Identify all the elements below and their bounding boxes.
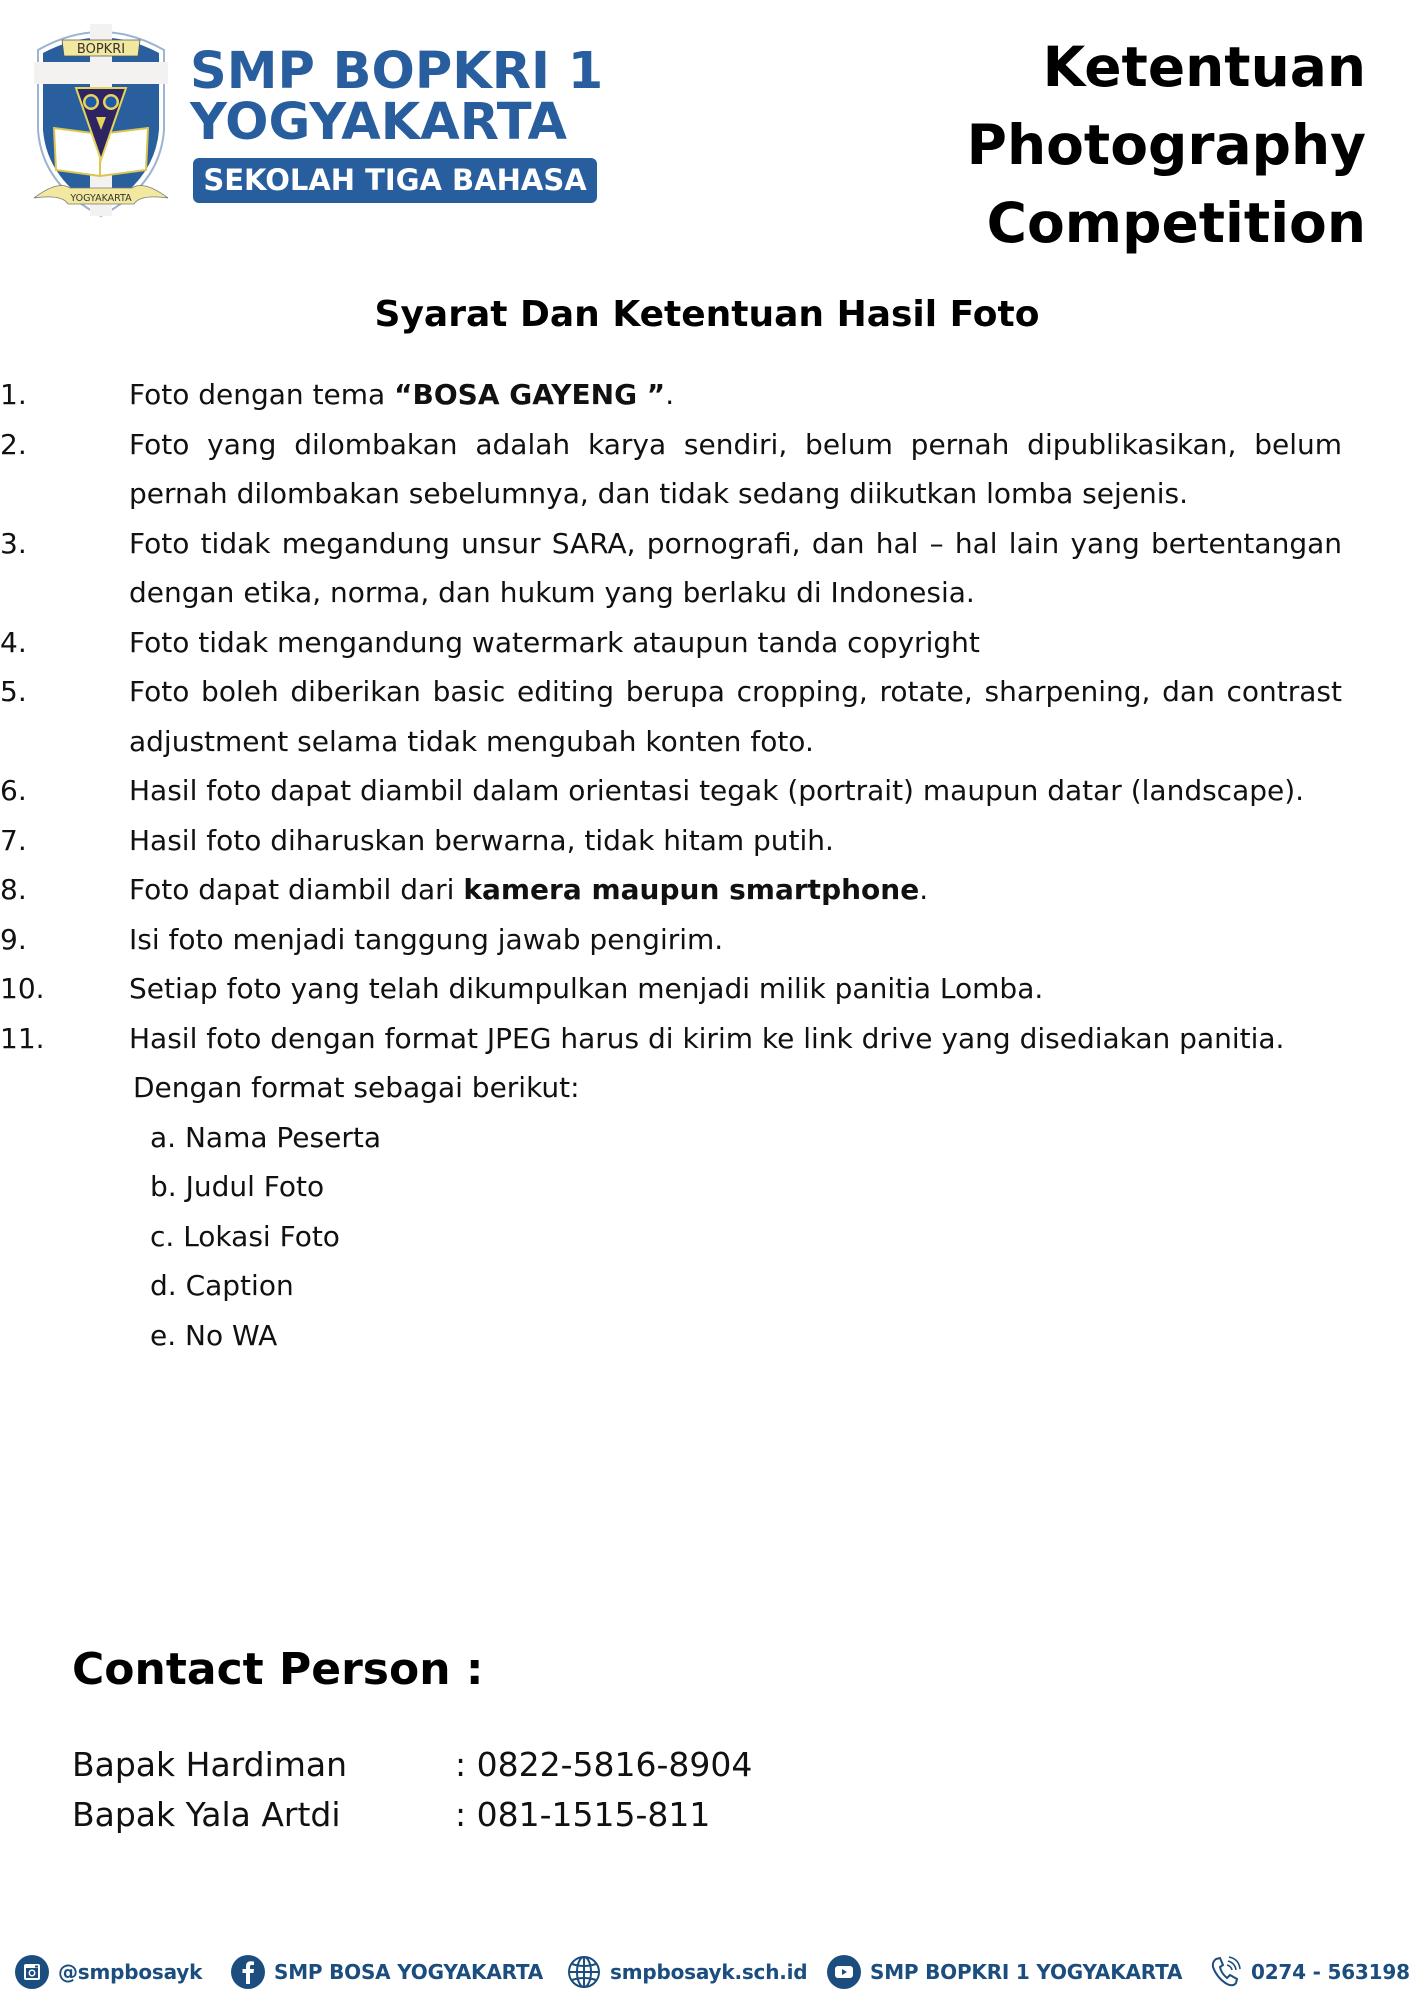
rule-number: 6.: [0, 774, 27, 807]
facebook-icon: [231, 1955, 265, 1989]
rule-number: 7.: [0, 823, 27, 857]
rule-number: 4.: [0, 625, 27, 659]
rule-text: Hasil foto dapat diambil dalam orientasi tegak (portrait) maupun datar (landscape).: [129, 774, 1305, 807]
rule-text: Setiap foto yang telah dikumpulkan menjadi milik panitia Lomba.: [129, 972, 1044, 1005]
rule-text-end: .: [665, 378, 675, 411]
rule-item-8: [0, 865, 1342, 915]
school-name-line2: YOGYAKARTA: [190, 93, 567, 152]
school-crest-icon: [30, 20, 172, 220]
rule-emphasis: “BOSA GAYENG ”: [394, 378, 666, 411]
rule-number: 10.: [0, 972, 45, 1005]
footer-instagram[interactable]: [15, 1952, 202, 1992]
youtube-icon: [827, 1955, 861, 1989]
section-heading: Syarat Dan Ketentuan Hasil Foto: [374, 294, 1040, 335]
rule-number: 5.: [0, 675, 27, 708]
format-item: a. Nama Peserta: [150, 1120, 381, 1154]
rule-text-end: .: [919, 873, 929, 906]
rule-number: 11.: [0, 1021, 45, 1055]
rule-text: Foto tidak mengandung watermark ataupun tanda copyright: [129, 625, 980, 659]
contact-heading: Contact Person :: [72, 1644, 484, 1695]
footer-facebook[interactable]: [231, 1952, 543, 1992]
globe-icon: [567, 1955, 601, 1989]
contact-phone: : 0822-5816-8904: [455, 1745, 753, 1784]
rule-item-10: [0, 964, 1342, 1014]
rule-item-11: [0, 1014, 1342, 1064]
rule-item-5: [0, 667, 1342, 766]
title-line-2: Photography: [966, 113, 1366, 177]
rule-text: Foto boleh diberikan basic editing berupa cropping, rotate, sharpening, dan contrast adjustment selama tidak mengubah konten foto.: [129, 675, 1342, 758]
crest-bottom-text: YOGYAKARTA: [70, 193, 132, 204]
contact-row: [72, 1740, 872, 1790]
title-line-3: Competition: [986, 191, 1366, 255]
rule-number: 9.: [0, 922, 27, 956]
contact-row: [72, 1790, 872, 1840]
rule-item-1: [0, 370, 1342, 420]
instagram-icon: [15, 1955, 49, 1989]
footer-social-bar: [0, 1952, 1414, 1992]
rule-number: 2.: [0, 427, 27, 461]
rule-text: Hasil foto diharuskan berwarna, tidak hitam putih.: [129, 823, 834, 857]
rule-emphasis: kamera maupun smartphone: [463, 873, 920, 906]
rule-text: Foto tidak megandung unsur SARA, pornografi, dan hal – hal lain yang bertentangan dengan etika, norma, dan hukum yang berlaku di Indonesia.: [129, 526, 1342, 609]
format-item: d. Caption: [150, 1269, 294, 1302]
rule-number: 1.: [0, 378, 27, 411]
contact-name: Bapak Hardiman: [72, 1745, 348, 1784]
rule-item-6: [0, 766, 1342, 816]
rule-number: 8.: [0, 873, 27, 906]
youtube-channel: SMP BOPKRI 1 YOGYAKARTA: [870, 1960, 1183, 1984]
footer-youtube[interactable]: [827, 1952, 1182, 1992]
crest-top-text: BOPKRI: [76, 42, 126, 57]
facebook-page: SMP BOSA YOGYAKARTA: [274, 1960, 544, 1984]
rule-text: Isi foto menjadi tanggung jawab pengirim.: [129, 922, 724, 956]
format-item: c. Lokasi Foto: [150, 1219, 340, 1253]
rule-item-2: [0, 420, 1342, 519]
instagram-handle: @smpbosayk: [58, 1960, 203, 1984]
footer-website[interactable]: [567, 1952, 807, 1992]
rules-list: [0, 370, 1414, 1360]
page-title: [967, 28, 1366, 262]
rule-text: Foto dapat diambil dari: [129, 873, 464, 906]
title-line-1: Ketentuan: [1042, 35, 1366, 99]
rule-text: Hasil foto dengan format JPEG harus di kirim ke link drive yang disediakan panitia.: [129, 1021, 1285, 1055]
phone-icon: [1208, 1955, 1242, 1989]
rule-item-9: [0, 915, 1342, 965]
contact-name: Bapak Yala Artdi: [72, 1795, 341, 1834]
rule-item-3: [0, 519, 1342, 618]
school-name-line1: SMP BOPKRI 1: [190, 42, 604, 101]
rule-item-7: [0, 816, 1342, 866]
format-item: e. No WA: [150, 1318, 278, 1352]
rule-item-4: [0, 618, 1342, 668]
phone-number: 0274 - 563198: [1251, 1960, 1410, 1984]
school-tagline: SEKOLAH TIGA BAHASA: [193, 158, 597, 203]
rule-number: 3.: [0, 526, 27, 560]
format-item: b. Judul Foto: [150, 1170, 325, 1203]
website-url: smpbosayk.sch.id: [610, 1960, 808, 1984]
rule-text: Foto yang dilombakan adalah karya sendiri, belum pernah dipublikasikan, belum pernah dilombakan sebelumnya, dan tidak sedang diikutkan lomba sejenis.: [129, 427, 1342, 510]
contact-phone: : 081-1515-811: [455, 1795, 711, 1834]
footer-phone[interactable]: [1208, 1952, 1410, 1992]
rule-text: Foto dengan tema: [129, 378, 395, 411]
format-intro: Dengan format sebagai berikut:: [133, 1071, 580, 1104]
